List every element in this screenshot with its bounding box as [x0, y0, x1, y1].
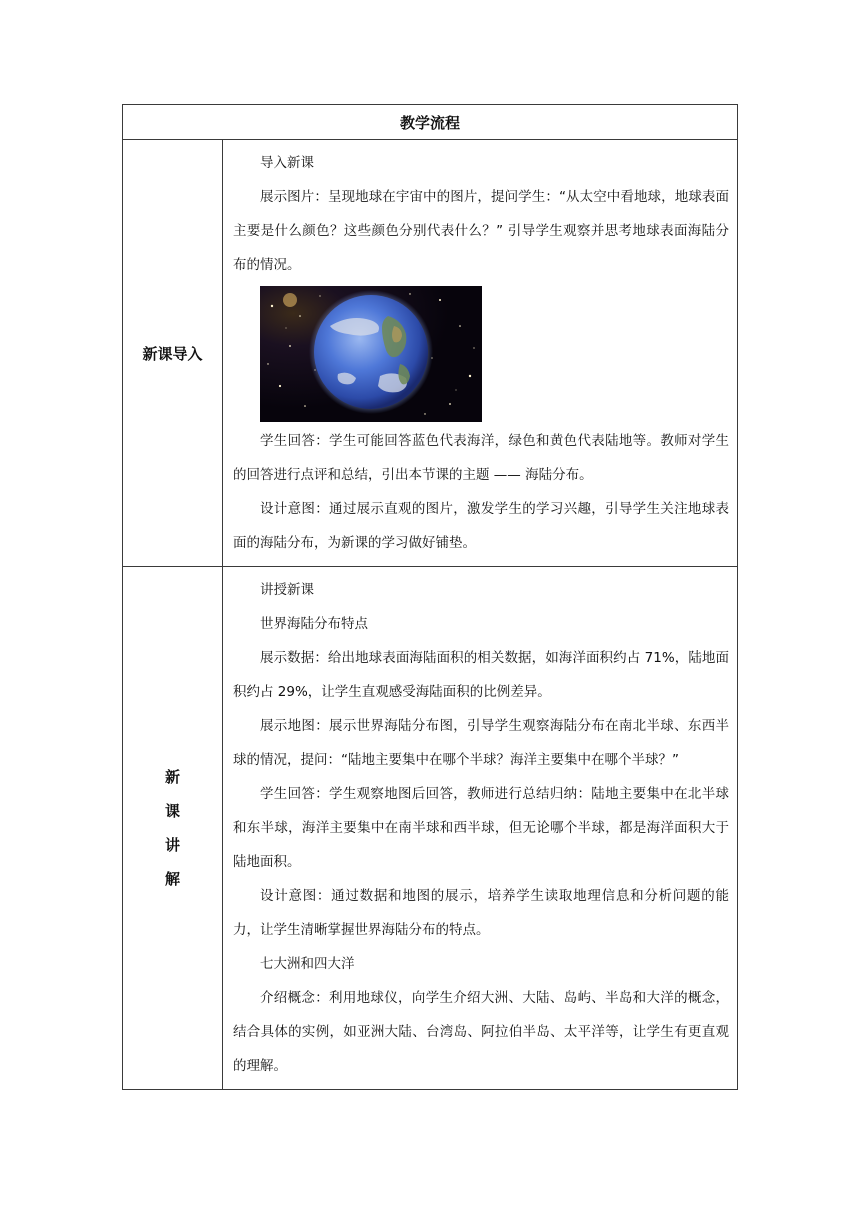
earth-in-space-photo: [260, 286, 482, 422]
lesson-flow-table: [122, 104, 738, 1090]
paragraph: 展示图片：呈现地球在宇宙中的图片，提问学生：“从太空中看地球，地球表面主要是什么颜色？这些颜色分别代表什么？” 引导学生观察并思考地球表面海陆分布的情况。: [233, 189, 729, 273]
paragraph: 展示数据：给出地球表面海陆面积的相关数据，如海洋面积约占 71%，陆地面积约占 29%，让学生直观感受海陆面积的比例差异。: [233, 650, 729, 700]
section-row-intro: [123, 140, 738, 567]
table-header-row: [123, 105, 738, 140]
label-char: 解: [164, 870, 180, 888]
figure: [233, 286, 729, 422]
label-char: 课: [164, 802, 180, 820]
paragraph: 学生回答：学生可能回答蓝色代表海洋，绿色和黄色代表陆地等。教师对学生的回答进行点评和总结，引出本节课的主题 —— 海陆分布。: [233, 433, 729, 483]
paragraph: 世界海陆分布特点: [260, 616, 368, 632]
section-label-lecture: [123, 567, 223, 1090]
paragraph: 导入新课: [260, 155, 314, 171]
section-label-intro: 新课导入: [123, 140, 223, 567]
paragraph: 设计意图：通过展示直观的图片，激发学生的学习兴趣，引导学生关注地球表面的海陆分布，为新课的学习做好铺垫。: [233, 501, 729, 551]
table-header: 教学流程: [123, 105, 738, 140]
paragraph: 七大洲和四大洋: [260, 956, 355, 972]
label-char: 新: [164, 768, 180, 786]
label-char: 讲: [164, 836, 180, 854]
paragraph: 设计意图：通过数据和地图的展示，培养学生读取地理信息和分析问题的能力，让学生清晰掌握世界海陆分布的特点。: [233, 888, 729, 938]
paragraph: 介绍概念：利用地球仪，向学生介绍大洲、大陆、岛屿、半岛和大洋的概念，结合具体的实例，如亚洲大陆、台湾岛、阿拉伯半岛、太平洋等，让学生有更直观的理解。: [233, 990, 729, 1074]
paragraph: 展示地图：展示世界海陆分布图，引导学生观察海陆分布在南北半球、东西半球的情况，提问：“陆地主要集中在哪个半球？海洋主要集中在哪个半球？”: [233, 718, 729, 768]
vertical-label: [165, 760, 180, 896]
paragraph: 讲授新课: [260, 582, 314, 598]
section-content-intro: [223, 140, 738, 567]
section-content-lecture: [223, 567, 738, 1090]
section-row-lecture: [123, 567, 738, 1090]
paragraph: 学生回答：学生观察地图后回答，教师进行总结归纳：陆地主要集中在北半球和东半球，海洋主要集中在南半球和西半球，但无论哪个半球，都是海洋面积大于陆地面积。: [233, 786, 729, 870]
